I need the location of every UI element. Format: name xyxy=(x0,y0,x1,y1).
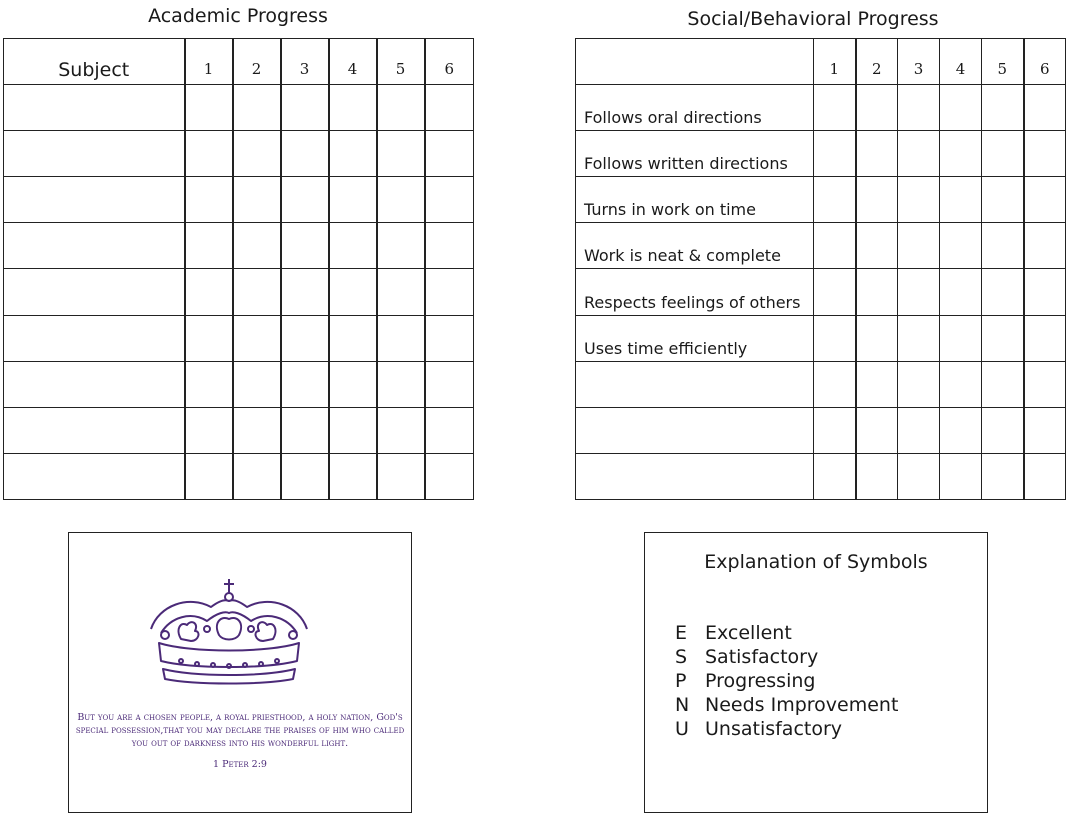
grade-cell[interactable] xyxy=(233,407,281,453)
rating-cell[interactable] xyxy=(856,85,898,131)
social-header-row xyxy=(576,39,1066,85)
academic-period-header: 3 xyxy=(281,39,329,85)
rating-cell[interactable] xyxy=(940,85,982,131)
rating-cell[interactable] xyxy=(856,315,898,361)
rating-cell[interactable] xyxy=(1024,453,1066,499)
rating-cell[interactable] xyxy=(856,407,898,453)
grade-cell[interactable] xyxy=(377,177,425,223)
subject-header: Subject xyxy=(4,39,185,85)
academic-row xyxy=(4,131,474,177)
grade-cell[interactable] xyxy=(281,85,329,131)
rating-cell[interactable] xyxy=(940,361,982,407)
rating-cell[interactable] xyxy=(898,361,940,407)
rating-cell[interactable] xyxy=(814,453,856,499)
rating-cell[interactable] xyxy=(898,315,940,361)
rating-cell[interactable] xyxy=(1024,407,1066,453)
academic-period-header: 5 xyxy=(377,39,425,85)
bible-verse-reference: 1 Peter 2:9 xyxy=(213,759,267,770)
rating-cell[interactable] xyxy=(898,269,940,315)
rating-cell[interactable] xyxy=(814,223,856,269)
grade-cell[interactable] xyxy=(329,407,377,453)
grade-cell[interactable] xyxy=(281,269,329,315)
grade-cell[interactable] xyxy=(377,131,425,177)
grade-cell[interactable] xyxy=(281,315,329,361)
academic-period-header: 4 xyxy=(329,39,377,85)
rating-cell[interactable] xyxy=(940,407,982,453)
rating-cell[interactable] xyxy=(1024,223,1066,269)
symbol-item xyxy=(675,645,898,669)
grade-cell[interactable] xyxy=(233,315,281,361)
rating-cell[interactable] xyxy=(1024,177,1066,223)
behavior-label xyxy=(576,407,814,453)
grade-cell[interactable] xyxy=(425,407,474,453)
subject-cell[interactable] xyxy=(4,131,185,177)
grade-cell[interactable] xyxy=(281,177,329,223)
symbols-legend-box xyxy=(644,532,988,813)
academic-row xyxy=(4,223,474,269)
subject-cell[interactable] xyxy=(4,407,185,453)
grade-cell[interactable] xyxy=(377,223,425,269)
academic-row xyxy=(4,269,474,315)
social-row xyxy=(576,131,1066,177)
subject-cell[interactable] xyxy=(4,223,185,269)
rating-cell[interactable] xyxy=(814,177,856,223)
grade-cell[interactable] xyxy=(185,361,233,407)
grade-cell[interactable] xyxy=(377,361,425,407)
social-row xyxy=(576,223,1066,269)
symbol-letter: N xyxy=(675,694,690,716)
rating-cell[interactable] xyxy=(814,131,856,177)
grade-cell[interactable] xyxy=(185,407,233,453)
academic-row xyxy=(4,361,474,407)
symbol-meaning: Unsatisfactory xyxy=(705,718,843,740)
academic-progress-table xyxy=(3,38,474,500)
behavior-label: Uses time efficiently xyxy=(576,315,814,361)
subject-cell[interactable] xyxy=(4,269,185,315)
rating-cell[interactable] xyxy=(814,361,856,407)
grade-cell[interactable] xyxy=(233,85,281,131)
bible-verse-text: But you are a chosen people, a royal priesthood, a holy nation, God's special possession,that you may declare the praises of him who called you out of darkness into his wonderful light. xyxy=(75,712,405,749)
symbol-letter: P xyxy=(675,670,687,692)
subject-cell[interactable] xyxy=(4,361,185,407)
symbol-letter: E xyxy=(675,622,688,644)
grade-cell[interactable] xyxy=(233,223,281,269)
grade-cell[interactable] xyxy=(425,223,474,269)
behavior-label: Turns in work on time xyxy=(576,177,814,223)
symbol-item xyxy=(675,621,898,645)
rating-cell[interactable] xyxy=(898,131,940,177)
grade-cell[interactable] xyxy=(185,223,233,269)
grade-cell[interactable] xyxy=(329,131,377,177)
rating-cell[interactable] xyxy=(856,223,898,269)
grade-cell[interactable] xyxy=(281,223,329,269)
social-period-header: 4 xyxy=(940,39,982,85)
subject-cell[interactable] xyxy=(4,453,185,499)
grade-cell[interactable] xyxy=(425,85,474,131)
rating-cell[interactable] xyxy=(982,223,1024,269)
rating-cell[interactable] xyxy=(856,269,898,315)
grade-cell[interactable] xyxy=(185,85,233,131)
rating-cell[interactable] xyxy=(856,131,898,177)
rating-cell[interactable] xyxy=(814,269,856,315)
social-row xyxy=(576,315,1066,361)
rating-cell[interactable] xyxy=(982,177,1024,223)
rating-cell[interactable] xyxy=(940,177,982,223)
behavior-label xyxy=(576,361,814,407)
academic-header-row xyxy=(4,39,474,85)
grade-cell[interactable] xyxy=(281,453,329,499)
rating-cell[interactable] xyxy=(940,453,982,499)
social-behavioral-progress-table xyxy=(575,38,1066,500)
grade-cell[interactable] xyxy=(329,361,377,407)
rating-cell[interactable] xyxy=(982,269,1024,315)
symbol-meaning: Excellent xyxy=(705,622,792,644)
academic-row xyxy=(4,315,474,361)
grade-cell[interactable] xyxy=(425,177,474,223)
rating-cell[interactable] xyxy=(814,407,856,453)
grade-cell[interactable] xyxy=(281,407,329,453)
grade-cell[interactable] xyxy=(329,177,377,223)
social-period-header: 2 xyxy=(856,39,898,85)
grade-cell[interactable] xyxy=(233,453,281,499)
social-period-header: 5 xyxy=(982,39,1024,85)
rating-cell[interactable] xyxy=(940,223,982,269)
symbols-legend-list xyxy=(675,621,898,741)
grade-cell[interactable] xyxy=(281,361,329,407)
social-period-header: 1 xyxy=(814,39,856,85)
grade-cell[interactable] xyxy=(281,131,329,177)
grade-cell[interactable] xyxy=(185,177,233,223)
rating-cell[interactable] xyxy=(898,177,940,223)
grade-cell[interactable] xyxy=(377,315,425,361)
symbol-item xyxy=(675,669,898,693)
verse-box xyxy=(68,532,412,813)
rating-cell[interactable] xyxy=(1024,85,1066,131)
behavior-label: Follows written directions xyxy=(576,131,814,177)
academic-row xyxy=(4,85,474,131)
grade-cell[interactable] xyxy=(329,269,377,315)
behavior-label: Work is neat & complete xyxy=(576,223,814,269)
rating-cell[interactable] xyxy=(982,407,1024,453)
subject-cell[interactable] xyxy=(4,177,185,223)
rating-cell[interactable] xyxy=(856,361,898,407)
rating-cell[interactable] xyxy=(856,453,898,499)
grade-cell[interactable] xyxy=(185,453,233,499)
academic-row xyxy=(4,177,474,223)
grade-cell[interactable] xyxy=(425,269,474,315)
grade-cell[interactable] xyxy=(185,315,233,361)
social-row xyxy=(576,85,1066,131)
rating-cell[interactable] xyxy=(940,131,982,177)
rating-cell[interactable] xyxy=(898,407,940,453)
symbols-legend-title: Explanation of Symbols xyxy=(704,551,928,573)
grade-cell[interactable] xyxy=(185,131,233,177)
social-period-header: 3 xyxy=(898,39,940,85)
symbol-meaning: Needs Improvement xyxy=(705,694,899,716)
social-row xyxy=(576,269,1066,315)
grade-cell[interactable] xyxy=(425,453,474,499)
rating-cell[interactable] xyxy=(898,223,940,269)
symbol-meaning: Satisfactory xyxy=(705,646,819,668)
rating-cell[interactable] xyxy=(982,131,1024,177)
academic-period-header: 2 xyxy=(233,39,281,85)
social-row xyxy=(576,361,1066,407)
behavior-label: Respects feelings of others xyxy=(576,269,814,315)
symbol-item xyxy=(675,717,898,741)
symbol-letter: U xyxy=(675,718,689,740)
symbol-meaning: Progressing xyxy=(705,670,816,692)
rating-cell[interactable] xyxy=(1024,361,1066,407)
subject-cell[interactable] xyxy=(4,315,185,361)
rating-cell[interactable] xyxy=(982,85,1024,131)
crown-icon xyxy=(141,577,317,687)
grade-cell[interactable] xyxy=(329,85,377,131)
social-row xyxy=(576,407,1066,453)
rating-cell[interactable] xyxy=(856,177,898,223)
grade-cell[interactable] xyxy=(425,315,474,361)
subject-cell[interactable] xyxy=(4,85,185,131)
grade-cell[interactable] xyxy=(377,85,425,131)
social-period-header: 6 xyxy=(1024,39,1066,85)
rating-cell[interactable] xyxy=(814,85,856,131)
behavior-header xyxy=(576,39,814,85)
academic-row xyxy=(4,453,474,499)
rating-cell[interactable] xyxy=(1024,315,1066,361)
symbol-item xyxy=(675,693,898,717)
rating-cell[interactable] xyxy=(982,361,1024,407)
academic-progress-title: Academic Progress xyxy=(148,5,328,27)
grade-cell[interactable] xyxy=(329,315,377,361)
academic-row xyxy=(4,407,474,453)
grade-cell[interactable] xyxy=(377,269,425,315)
social-behavioral-progress-title: Social/Behavioral Progress xyxy=(687,8,939,30)
rating-cell[interactable] xyxy=(940,315,982,361)
behavior-label xyxy=(576,453,814,499)
grade-cell[interactable] xyxy=(425,131,474,177)
grade-cell[interactable] xyxy=(377,407,425,453)
grade-cell[interactable] xyxy=(233,131,281,177)
grade-cell[interactable] xyxy=(185,269,233,315)
rating-cell[interactable] xyxy=(814,315,856,361)
grade-cell[interactable] xyxy=(377,453,425,499)
rating-cell[interactable] xyxy=(898,85,940,131)
behavior-label: Follows oral directions xyxy=(576,85,814,131)
rating-cell[interactable] xyxy=(940,269,982,315)
grade-cell[interactable] xyxy=(233,361,281,407)
symbol-letter: S xyxy=(675,646,688,668)
social-row xyxy=(576,177,1066,223)
grade-cell[interactable] xyxy=(233,269,281,315)
grade-cell[interactable] xyxy=(329,453,377,499)
rating-cell[interactable] xyxy=(1024,131,1066,177)
rating-cell[interactable] xyxy=(982,315,1024,361)
rating-cell[interactable] xyxy=(982,453,1024,499)
grade-cell[interactable] xyxy=(329,223,377,269)
social-row xyxy=(576,453,1066,499)
rating-cell[interactable] xyxy=(1024,269,1066,315)
rating-cell[interactable] xyxy=(898,453,940,499)
academic-period-header: 1 xyxy=(185,39,233,85)
academic-period-header: 6 xyxy=(425,39,474,85)
grade-cell[interactable] xyxy=(233,177,281,223)
grade-cell[interactable] xyxy=(425,361,474,407)
